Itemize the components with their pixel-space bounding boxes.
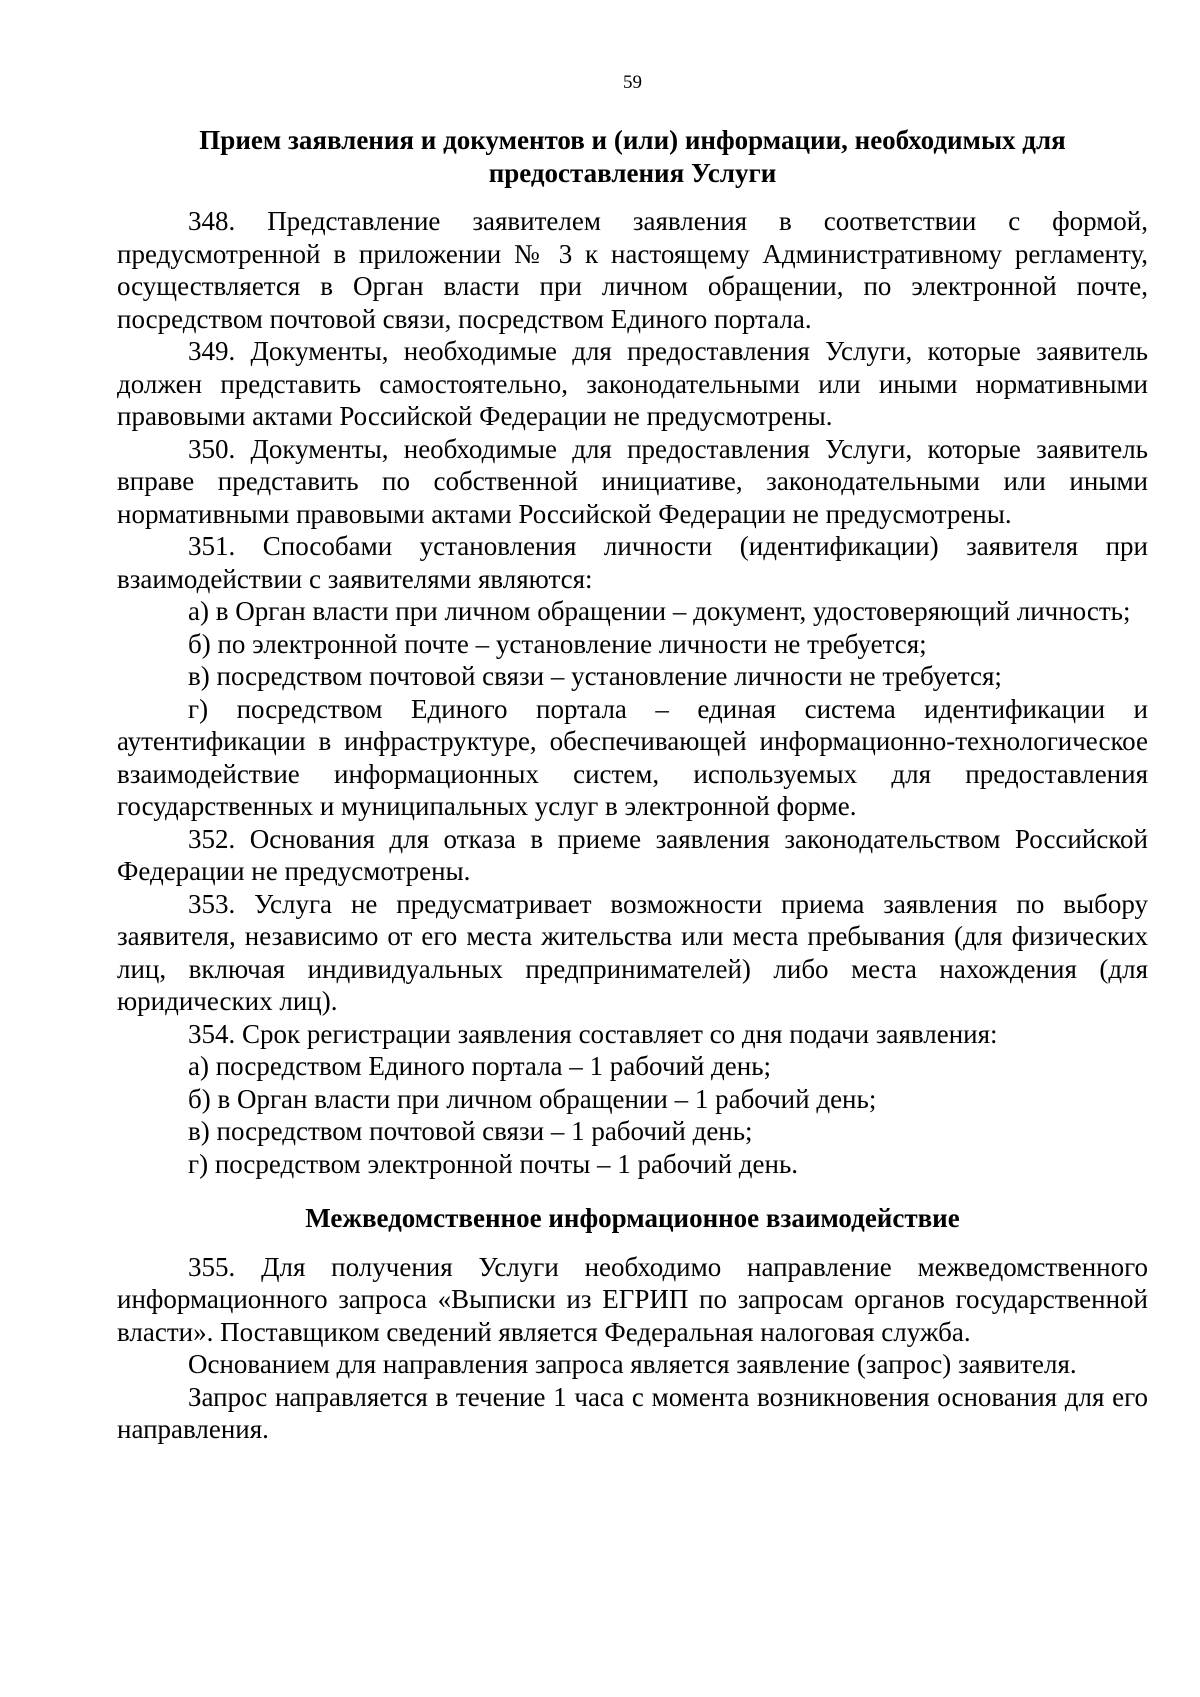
section-heading-reception: Прием заявления и документов и (или) информации, необходимых для предоставления Услуги [199,125,1066,188]
paragraph-349: 349. Документы, необходимые для предоставления Услуги, которые заявитель должен представить самостоятельно, законодательными или иными нормативными правовыми актами Российской Федерации не предусмотрены. [117,336,1148,431]
paragraph-351-v: в) посредством почтовой связи – установление личности не требуется; [188,661,1002,691]
paragraph-354-b: б) в Орган власти при личном обращении – 1 рабочий день; [188,1083,877,1114]
paragraph-354: 354. Срок регистрации заявления составляет со дня подачи заявления: [188,1018,998,1049]
paragraph-351-g: г) посредством Единого портала – единая система идентификации и аутентификации в инфраструктуре, обеспечивающей информационно-технологическое взаимодействие информационных систем, используемых для предоставления государственных и муниципальных услуг в электронной форме. [117,693,1148,821]
section-body-reception [117,205,1148,1180]
paragraph-timing: Запрос направляется в течение 1 часа с момента возникновения основания для его направления. [117,1381,1148,1444]
paragraph-348: 348. Представление заявителем заявления в соответствии с формой, предусмотренной в приложении № 3 к настоящему Административному регламенту, осуществляется в Орган власти при личном обращении, по электронной почте, посредством почтовой связи, посредством Единого портала. [117,206,1148,334]
paragraph-350: 350. Документы, необходимые для предоставления Услуги, которые заявитель вправе представить по собственной инициативе, законодательными или иными нормативными правовыми актами Российской Федерации не предусмотрены. [117,433,1148,529]
paragraph-354-g: г) посредством электронной почты – 1 рабочий день. [188,1148,799,1179]
section-body-interagency [117,1251,1148,1446]
document-page [117,0,1148,1446]
paragraph-352: 352. Основания для отказа в приеме заявления законодательством Российской Федерации не предусмотрены. [117,823,1148,886]
page-number: 59 [623,72,642,93]
section-heading-interagency: Межведомственное информационное взаимодействие [305,1203,960,1233]
paragraph-351-b: б) по электронной почте – установление личности не требуется; [188,628,927,659]
paragraph-353: 353. Услуга не предусматривает возможности приема заявления по выбору заявителя, независимо от его места жительства или места пребывания (для физических лиц, включая индивидуальных предпринимателей) либо места нахождения (для юридических лиц). [117,888,1148,1016]
paragraph-354-v: в) посредством почтовой связи – 1 рабочий день; [188,1116,753,1146]
paragraph-351-a: а) в Орган власти при личном обращении – документ, удостоверяющий личность; [188,596,1131,626]
paragraph-355: 355. Для получения Услуги необходимо направление межведомственного информационного запроса «Выписки из ЕГРИП по запросам органов государственной власти». Поставщиком сведений является Федеральная налоговая служба. [117,1251,1148,1347]
paragraph-basis: Основанием для направления запроса является заявление (запрос) заявителя. [188,1349,1077,1379]
paragraph-354-a: а) посредством Единого портала – 1 рабочий день; [188,1051,772,1081]
paragraph-351: 351. Способами установления личности (идентификации) заявителя при взаимодействии с заявителями являются: [117,531,1148,594]
